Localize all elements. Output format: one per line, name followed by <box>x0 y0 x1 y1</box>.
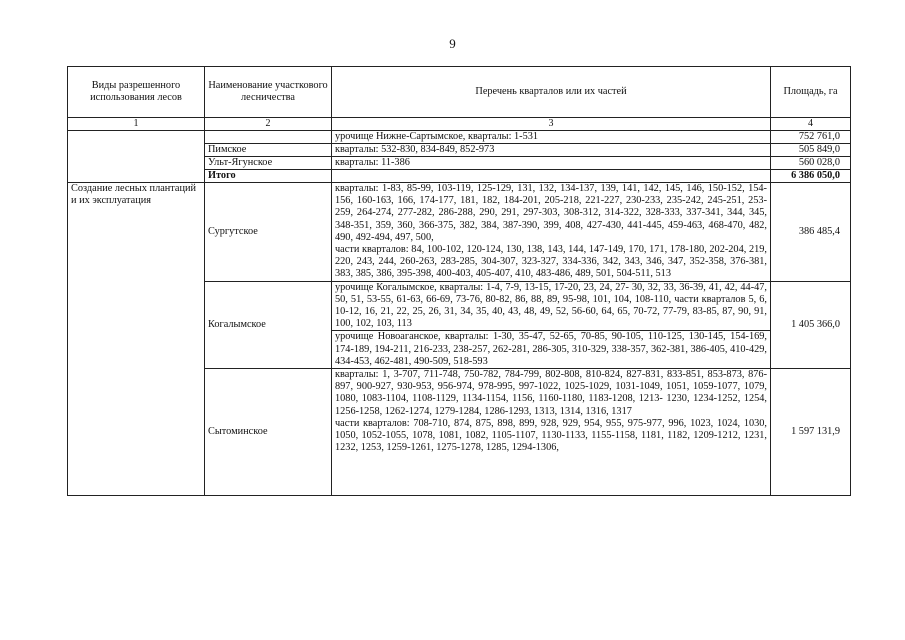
quarters-cell-kogalym-2: урочище Новоаганское, кварталы: 1-30, 35-47, 52-65, 70-85, 90-105, 110-125, 130-145, 154-169, 174-189, 194-211, 216-233, 238-257, 262-281, 286-305, 310-329, 338-357, 362-381, 386-405, 410-429, 434-453, 462-481, 490-509, 518-593 <box>332 331 771 369</box>
quarters-cell: урочище Нижне-Сартымское, кварталы: 1-531 <box>332 131 771 144</box>
header-quarters-list: Перечень кварталов или их частей <box>332 67 771 118</box>
total-area: 6 386 050,0 <box>771 170 851 183</box>
quarters-cell: кварталы: 532-830, 834-849, 852-973 <box>332 144 771 157</box>
table-row <box>68 131 851 144</box>
forestry-cell-kogalym: Когалымское <box>205 281 332 368</box>
area-cell: 560 028,0 <box>771 157 851 170</box>
column-number: 2 <box>205 118 332 131</box>
forestry-cell-sytomino: Сытоминское <box>205 369 332 496</box>
area-cell: 752 761,0 <box>771 131 851 144</box>
table-row <box>68 183 851 282</box>
total-quarters-empty <box>332 170 771 183</box>
header-forestry-name: Наименование участкового лесничества <box>205 67 332 118</box>
forestry-cell-surgut: Сургутское <box>205 183 332 282</box>
quarters-text: кварталы: 1-83, 85-99, 103-119, 125-129, 131, 132, 134-137, 139, 141, 142, 145, 146, 150-152, 154-156, 160-163, 166, 174-177, 181, 182, 184-201, 205-218, 221-227, 230-233, 235-242, 245-251, 253-259, 264-274, 277-282, 286-288, 290, 291, 297-303, 308-312, 314-322, 328-333, 337-341, 344, 345, 348-351, 359, 360, 366-375, 382, 384, 387-390, 399, 408, 427-430, 441-445, 459-463, 468-470, 482, 490, 492-494, 497, 500, <box>335 183 767 243</box>
usage-type-cell: Создание лесных плантаций и их эксплуатация <box>68 183 205 496</box>
header-usage-type: Виды разрешенного использования лесов <box>68 67 205 118</box>
quarters-text: кварталы: 1, 3-707, 711-748, 750-782, 784-799, 802-808, 810-824, 827-831, 833-851, 853-873, 876-897, 900-927, 930-953, 956-974, 978-995, 997-1022, 1025-1029, 1031-1049, 1051, 1059-1077, 1079, 1080, 1083-1104, 1108-1129, 1134-1154, 1156, 1160-1180, 1183-1208, 1213- 1230, 1234-1252, 1254, 1256-1258, 1262-1274, 1279-1284, 1286-1293, 1313, 1314, 1316, 1317 <box>335 369 767 417</box>
quarters-cell-surgut <box>332 183 771 282</box>
area-cell-kogalym: 1 405 366,0 <box>771 281 851 368</box>
column-number: 1 <box>68 118 205 131</box>
page-number: 9 <box>449 36 456 51</box>
forestry-cell <box>205 131 332 144</box>
column-number: 3 <box>332 118 771 131</box>
header-area: Площадь, га <box>771 67 851 118</box>
quarters-cell-kogalym-1: урочище Когалымское, кварталы: 1-4, 7-9, 13-15, 17-20, 23, 24, 27- 30, 32, 33, 36-39, 41, 42, 44-47, 50, 51, 53-55, 61-63, 66-69, 73-76, 80-82, 86, 88, 89, 95-98, 101, 104, 108-110, части кварталов 5, 6, 10-12, 16, 21, 22, 25, 26, 31, 34, 35, 40, 43, 48, 49, 52, 56-60, 64, 65, 70-72, 77-79, 83-85, 87, 90, 91, 100, 102, 103, 113 <box>332 281 771 331</box>
forestry-cell: Пимское <box>205 144 332 157</box>
quarters-cell: кварталы: 11-386 <box>332 157 771 170</box>
column-number-row <box>68 118 851 131</box>
area-cell-sytomino: 1 597 131,9 <box>771 369 851 496</box>
quarter-parts-text: части кварталов: 708-710, 874, 875, 898, 899, 928, 929, 954, 955, 975-977, 996, 1023, 1024, 1030, 1050, 1052-1055, 1078, 1081, 1082, 1105-1107, 1130-1133, 1155-1158, 1181, 1182, 1209-1212, 1231, 1232, 1253, 1259-1261, 1275-1278, 1285, 1294-1306, <box>335 417 767 454</box>
area-cell: 505 849,0 <box>771 144 851 157</box>
column-number: 4 <box>771 118 851 131</box>
quarters-cell-sytomino <box>332 369 771 496</box>
total-label: Итого <box>205 170 332 183</box>
table-header-row <box>68 67 851 118</box>
forestry-cell: Ульт-Ягунское <box>205 157 332 170</box>
quarter-parts-text: части кварталов: 84, 100-102, 120-124, 130, 138, 143, 144, 147-149, 170, 171, 178-180, 202-204, 219, 220, 243, 244, 260-263, 283-285, 304-307, 323-327, 334-336, 342, 343, 346, 347, 352-358, 376-381, 383, 385, 386, 395-398, 400-403, 405-407, 410, 483-486, 489, 501, 504-511, 513 <box>335 244 767 280</box>
usage-type-cell-empty <box>68 131 205 183</box>
forest-quarters-table <box>67 66 851 496</box>
area-cell-surgut: 386 485,4 <box>771 183 851 282</box>
